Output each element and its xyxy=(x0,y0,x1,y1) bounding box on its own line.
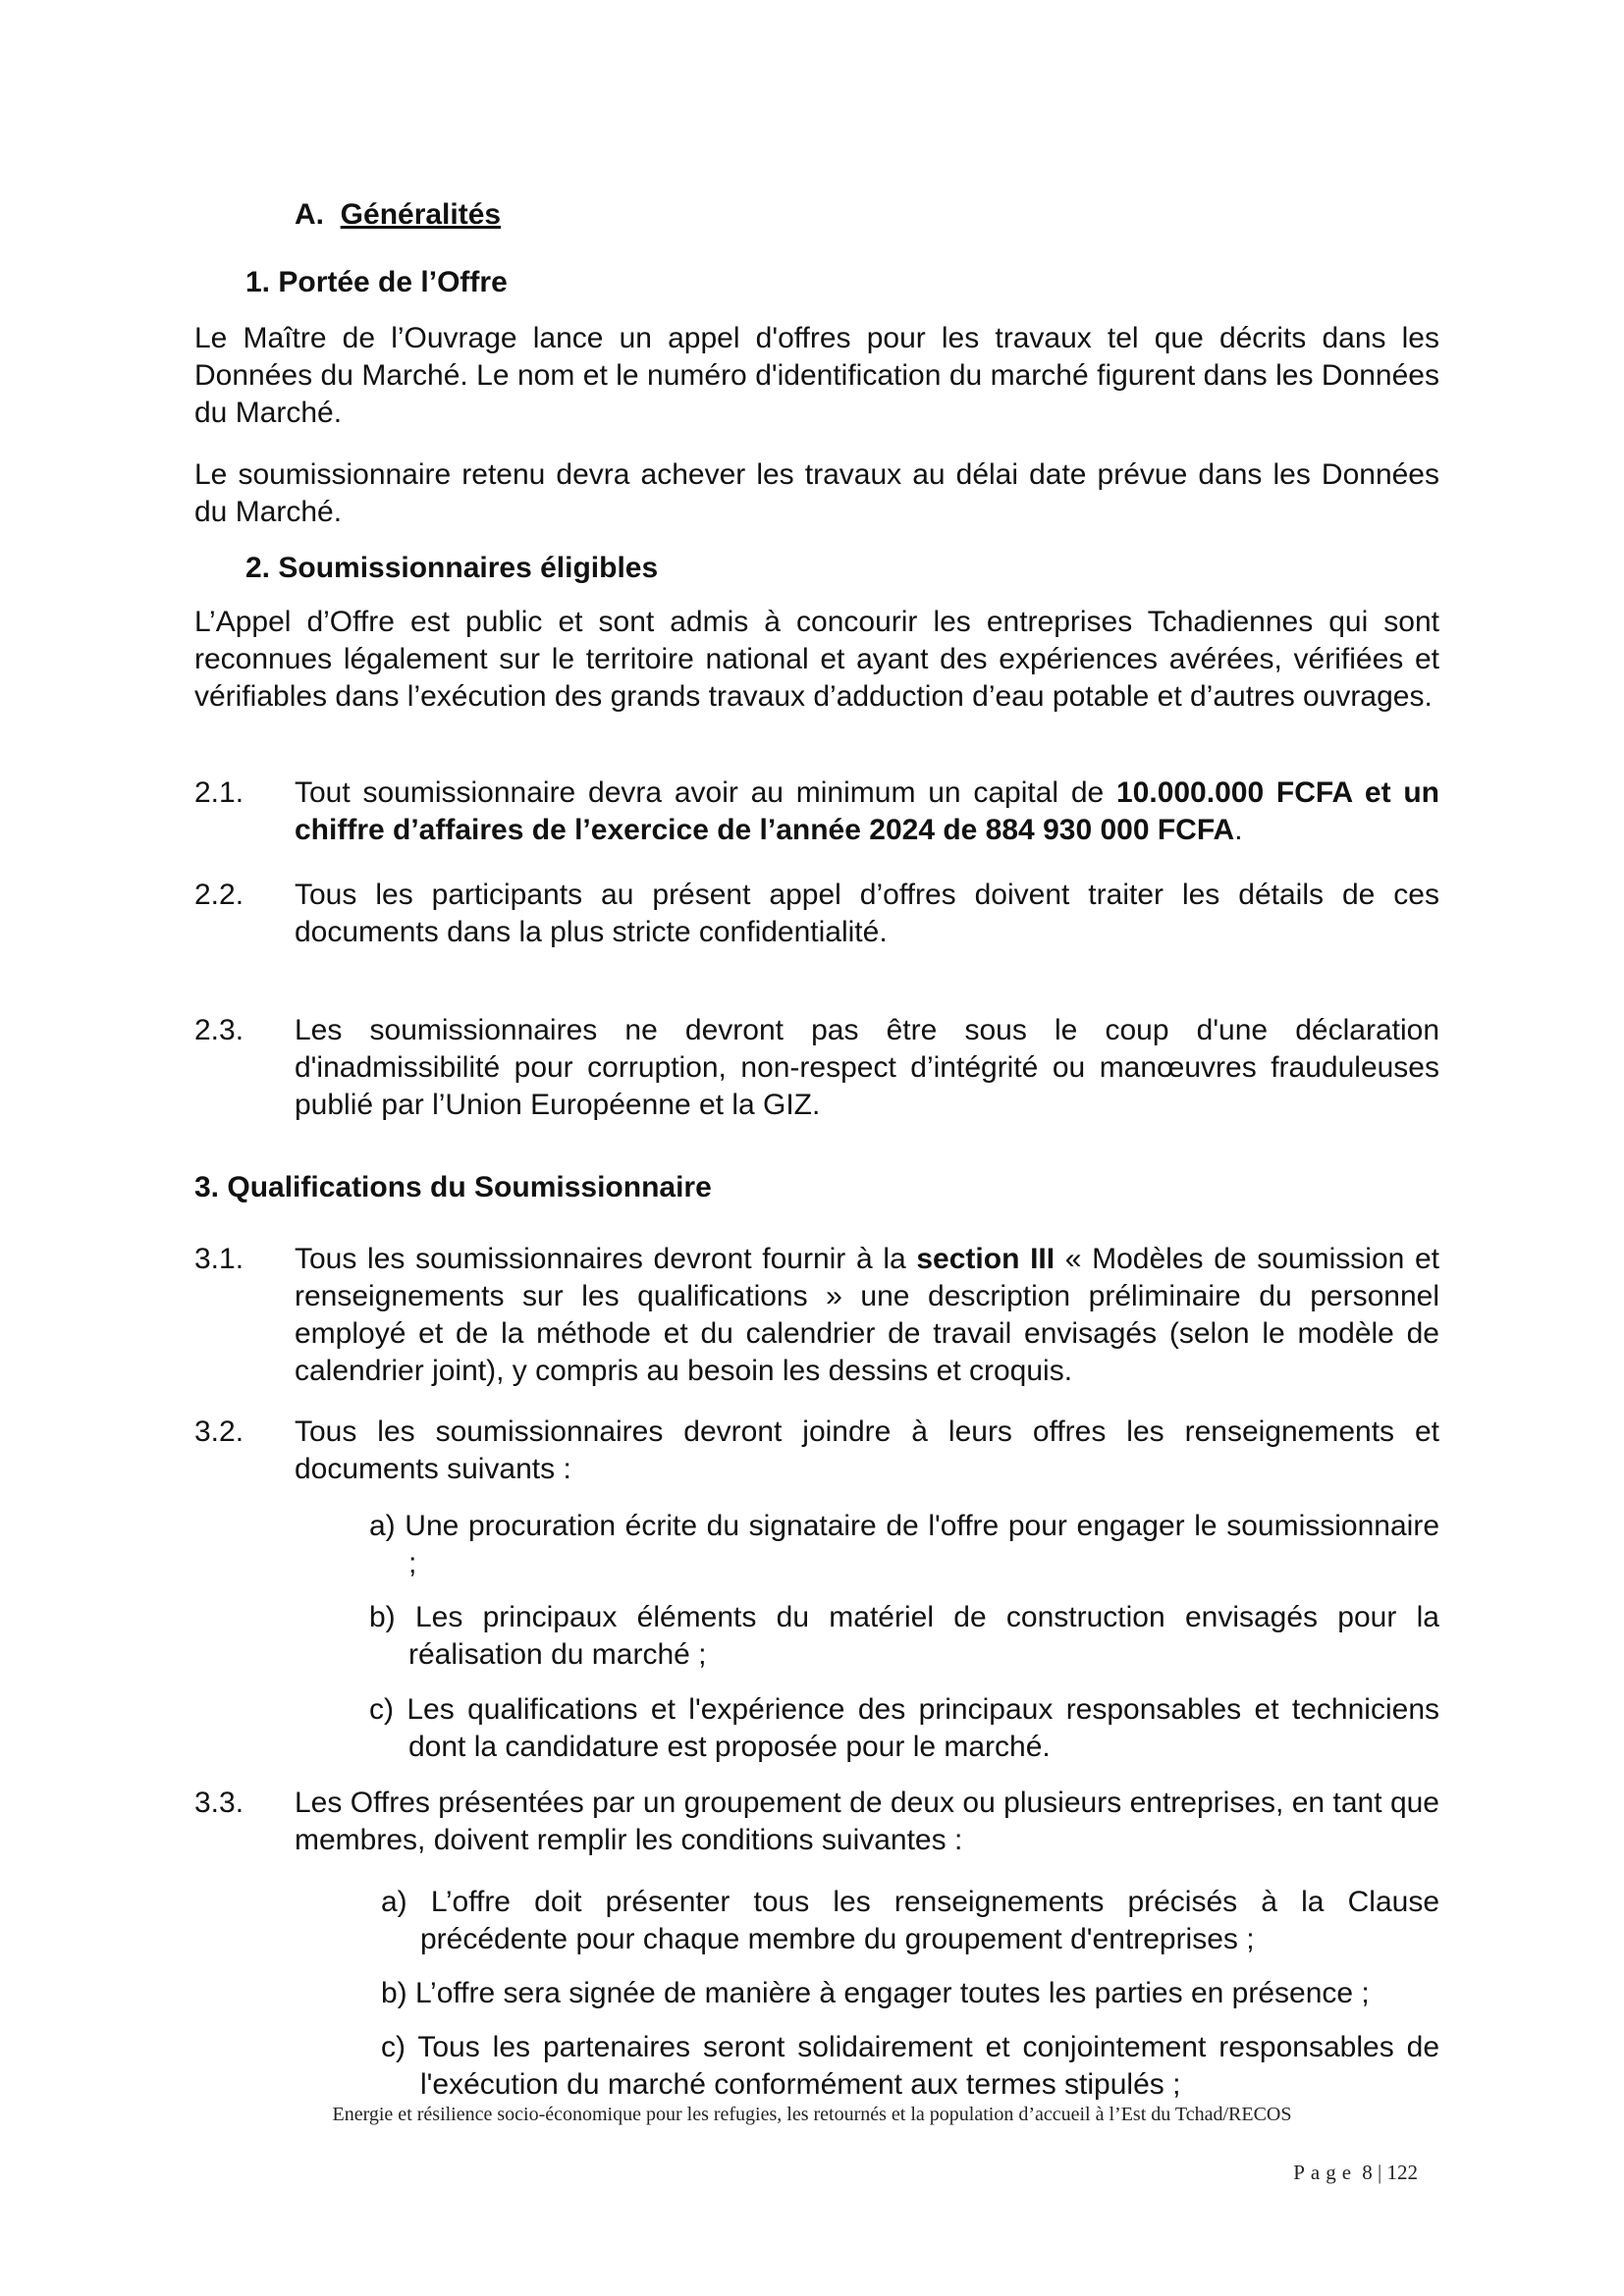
page-number: Page 8 | 122 xyxy=(1293,2161,1418,2184)
section-2-heading: 2. Soumissionnaires éligibles xyxy=(245,552,659,584)
clause-3-2-number: 3.2. xyxy=(194,1415,244,1448)
footer-text: Energie et résilience socio-économique pour les refugies, les retournés et la population d’accueil à l’Est du Tchad/RECOS xyxy=(332,2104,1292,2125)
clause-3-2-item-a: a) Une procuration écrite du signataire de l'offre pour engager le soumissionnaire ; xyxy=(369,1510,1439,1579)
clause-3-3-item-a: a) L’offre doit présenter tous les renseignements précisés à la Clause précédente pour chaque membre du groupement d'entreprises ; xyxy=(381,1886,1439,1955)
clause-3-2-text: Tous les soumissionnaires devront joindre à leurs offres les renseignements et documents suivants : xyxy=(295,1415,1439,1485)
clause-2-2-number: 2.2. xyxy=(194,879,244,911)
section-1-paragraph-1: Le Maître de l’Ouvrage lance un appel d'offres pour les travaux tel que décrits dans les Données du Marché. Le nom et le numéro d'identification du marché figurent dans les Données du Marché. xyxy=(194,322,1439,429)
section-1-heading: 1. Portée de l’Offre xyxy=(245,266,508,298)
section-2-paragraph: L’Appel d’Offre est public et sont admis à concourir les entreprises Tchadiennes qui sont reconnues légalement sur le territoire national et ayant des expériences avérées, vérifiées et vérifiables dans l’exécution des grands travaux d’adduction d’eau potable et d’autres ouvrages. xyxy=(194,606,1439,713)
page-label: Page xyxy=(1293,2161,1358,2184)
clause-2-1-pre: Tout soumissionnaire devra avoir au minimum un capital de xyxy=(295,776,1116,809)
clause-3-1-post: « Modèles de soumission et renseignements sur les qualifications » une description préliminaire du personnel employé et de la méthode et du calendrier de travail envisagés (selon le modèle de calendrier joint), y compris au besoin les dessins et croquis. xyxy=(295,1243,1440,1387)
section-a-title: Généralités xyxy=(340,198,502,231)
clause-2-1-number: 2.1. xyxy=(194,776,244,809)
section-1-paragraph-2: Le soumissionnaire retenu devra achever les travaux au délai date prévue dans les Données du Marché. xyxy=(194,458,1439,528)
clause-2-1-post: . xyxy=(1234,814,1243,846)
clause-2-2-text: Tous les participants au présent appel d’offres doivent traiter les détails de ces documents dans la plus stricte confidentialité. xyxy=(295,879,1439,948)
clause-3-3-item-b: b) L’offre sera signée de manière à engager toutes les parties en présence ; xyxy=(381,1977,1370,2009)
clause-3-2-item-c: c) Les qualifications et l'expérience des principaux responsables et techniciens dont la candidature est proposée pour le marché. xyxy=(369,1693,1439,1763)
clause-2-1-bold: 10.000.000 FCFA et un chiffre d’affaires de l’exercice de l’année 2024 de 884 930 000 FCFA xyxy=(295,776,1439,846)
section-a-heading xyxy=(295,196,501,234)
clause-3-2-item-b: b) Les principaux éléments du matériel de construction envisagés pour la réalisation du marché ; xyxy=(369,1601,1439,1671)
clause-3-1-text xyxy=(295,1241,1439,1390)
clause-3-3-text: Les Offres présentées par un groupement de deux ou plusieurs entreprises, en tant que membres, doivent remplir les conditions suivantes : xyxy=(295,1787,1439,1856)
clause-3-1-number: 3.1. xyxy=(194,1243,244,1275)
section-3-heading: 3. Qualifications du Soumissionnaire xyxy=(194,1171,712,1203)
page-current: 8 xyxy=(1362,2161,1373,2184)
clause-3-3-number: 3.3. xyxy=(194,1787,244,1819)
clause-3-1-bold: section III xyxy=(916,1243,1056,1275)
clause-2-3-text: Les soumissionnaires ne devront pas être sous le coup d'une déclaration d'inadmissibilité pour corruption, non-respect d’intégrité ou manœuvres frauduleuses publié par l’Union Européenne et la GIZ. xyxy=(295,1014,1439,1121)
clause-2-3-number: 2.3. xyxy=(194,1014,244,1046)
clause-3-1-pre: Tous les soumissionnaires devront fournir à la xyxy=(295,1243,917,1275)
section-a-letter: A. xyxy=(295,198,324,231)
page-total: 122 xyxy=(1386,2161,1418,2184)
clause-3-3-item-c: c) Tous les partenaires seront solidairement et conjointement responsables de l'exécution du marché conformément aux termes stipulés ; xyxy=(381,2031,1439,2101)
clause-2-1-text xyxy=(295,774,1439,849)
